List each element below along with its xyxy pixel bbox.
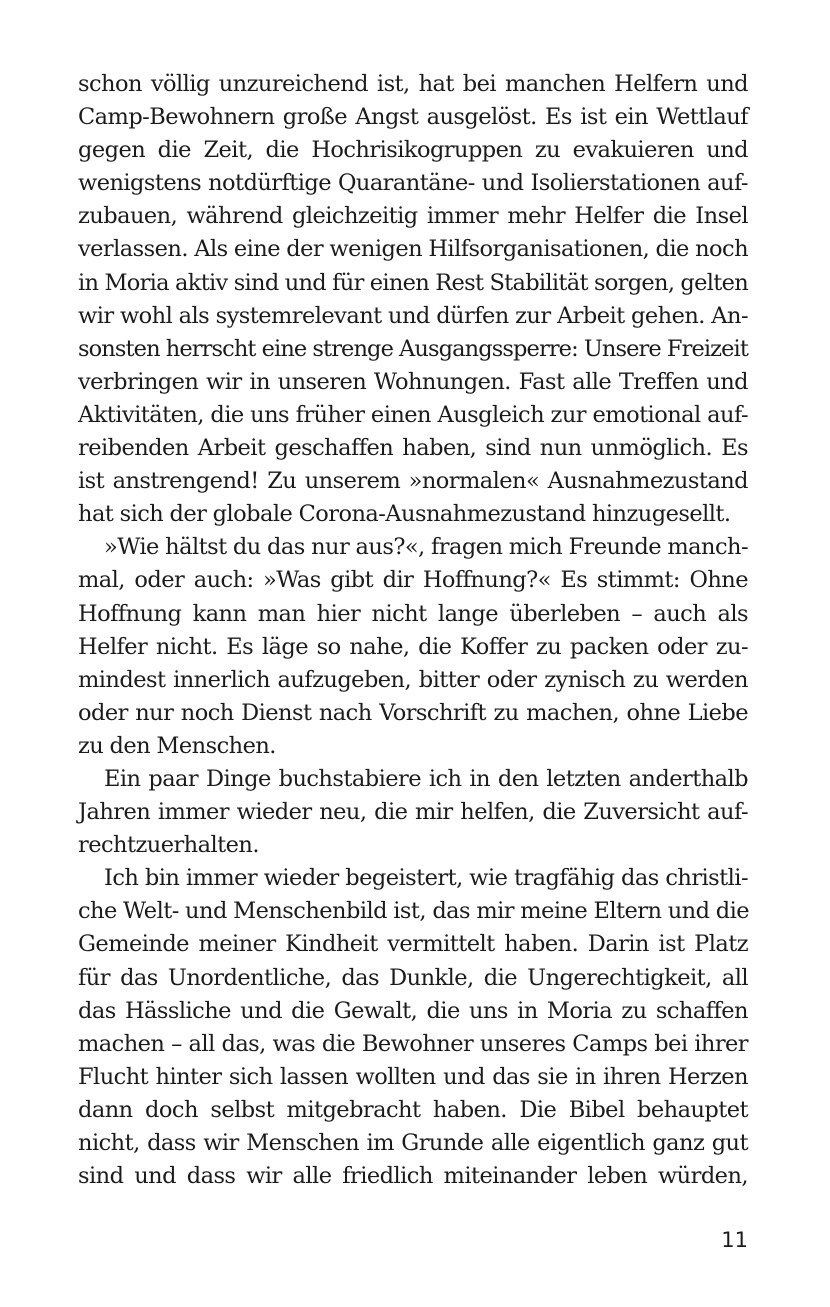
text-line: Camp-Bewohnern große Angst ausgelöst. Es ist ein Wettlauf — [78, 104, 748, 131]
text-line: gegen die Zeit, die Hochrisikogruppen zu evakuieren und — [78, 137, 748, 164]
text-line: che Welt- und Menschenbild ist, das mir meine Eltern und die — [78, 898, 750, 925]
text-line: zubauen, während gleichzeitig immer mehr Helfer die Insel — [78, 203, 748, 230]
text-line: rechtzuerhalten. — [78, 832, 259, 859]
paragraph — [78, 862, 748, 1193]
text-line: oder nur noch Dienst nach Vorschrift zu machen, ohne Liebe — [78, 699, 748, 726]
body-text — [78, 68, 748, 1193]
text-line: machen – all das, was die Bewohner unseres Camps bei ihrer — [78, 1030, 748, 1057]
text-line: Helfer nicht. Es läge so nahe, die Koffer zu packen oder zu- — [78, 633, 748, 660]
text-line: Gemeinde meiner Kindheit vermittelt haben. Darin ist Platz — [78, 931, 748, 958]
text-line: das Hässliche und die Gewalt, die uns in Moria zu schaffen — [78, 997, 748, 1024]
text-line: Hoffnung kann man hier nicht lange überleben – auch als — [78, 600, 748, 627]
text-line: nicht, dass wir Menschen im Grunde alle eigentlich ganz gut — [78, 1130, 748, 1156]
text-line: Jahren immer wieder neu, die mir helfen, die Zuversicht auf- — [78, 799, 748, 826]
text-line: Aktivitäten, die uns früher einen Ausgleich zur emotional auf- — [78, 401, 748, 428]
text-line: für das Unordentliche, das Dunkle, die Ungerechtigkeit, all — [78, 964, 748, 991]
text-line: wenigstens notdürftige Quarantäne- und Isolierstationen auf- — [78, 170, 748, 197]
text-line: »Wie hältst du das nur aus?«, fragen mich Freunde manch- — [104, 534, 748, 561]
text-line: Flucht hinter sich lassen wollten und das sie in ihren Herzen — [78, 1063, 748, 1090]
text-line: ist anstrengend! Zu unserem »normalen« Ausnahmezustand — [78, 468, 748, 495]
text-line: verbringen wir in unseren Wohnungen. Fast alle Treffen und — [78, 368, 748, 395]
text-line: mindest innerlich aufzugeben, bitter oder zynisch zu werden — [78, 666, 748, 693]
text-line: mal, oder auch: »Was gibt dir Hoffnung?« Es stimmt: Ohne — [78, 567, 748, 594]
paragraph — [78, 763, 748, 862]
text-line: wir wohl als systemrelevant und dürfen zur Arbeit gehen. An- — [78, 302, 748, 329]
paragraph — [78, 68, 748, 531]
text-line: dann doch selbst mitgebracht haben. Die Bibel behauptet — [78, 1096, 748, 1123]
text-line: schon völlig unzureichend ist, hat bei manchen Helfern und — [78, 71, 748, 97]
text-line: sind und dass wir alle friedlich miteinander leben würden, — [78, 1163, 748, 1190]
paragraph — [78, 531, 748, 763]
page-number: 11 — [721, 1228, 748, 1252]
text-line: sonsten herrscht eine strenge Ausgangssperre: Unsere Freizeit — [78, 335, 748, 362]
text-line: hat sich der globale Corona-Ausnahmezustand hinzugesellt. — [78, 501, 731, 528]
text-line: zu den Menschen. — [78, 732, 276, 759]
text-line: in Moria aktiv sind und für einen Rest Stabilität sorgen, gelten — [78, 269, 748, 296]
text-line: Ein paar Dinge buchstabiere ich in den letzten anderthalb — [104, 765, 748, 792]
text-line: reibenden Arbeit geschaffen haben, sind nun unmöglich. Es — [78, 435, 748, 462]
text-line: Ich bin immer wieder begeistert, wie tragfähig das christli- — [104, 865, 748, 892]
text-line: verlassen. Als eine der wenigen Hilfsorganisationen, die noch — [78, 236, 749, 263]
